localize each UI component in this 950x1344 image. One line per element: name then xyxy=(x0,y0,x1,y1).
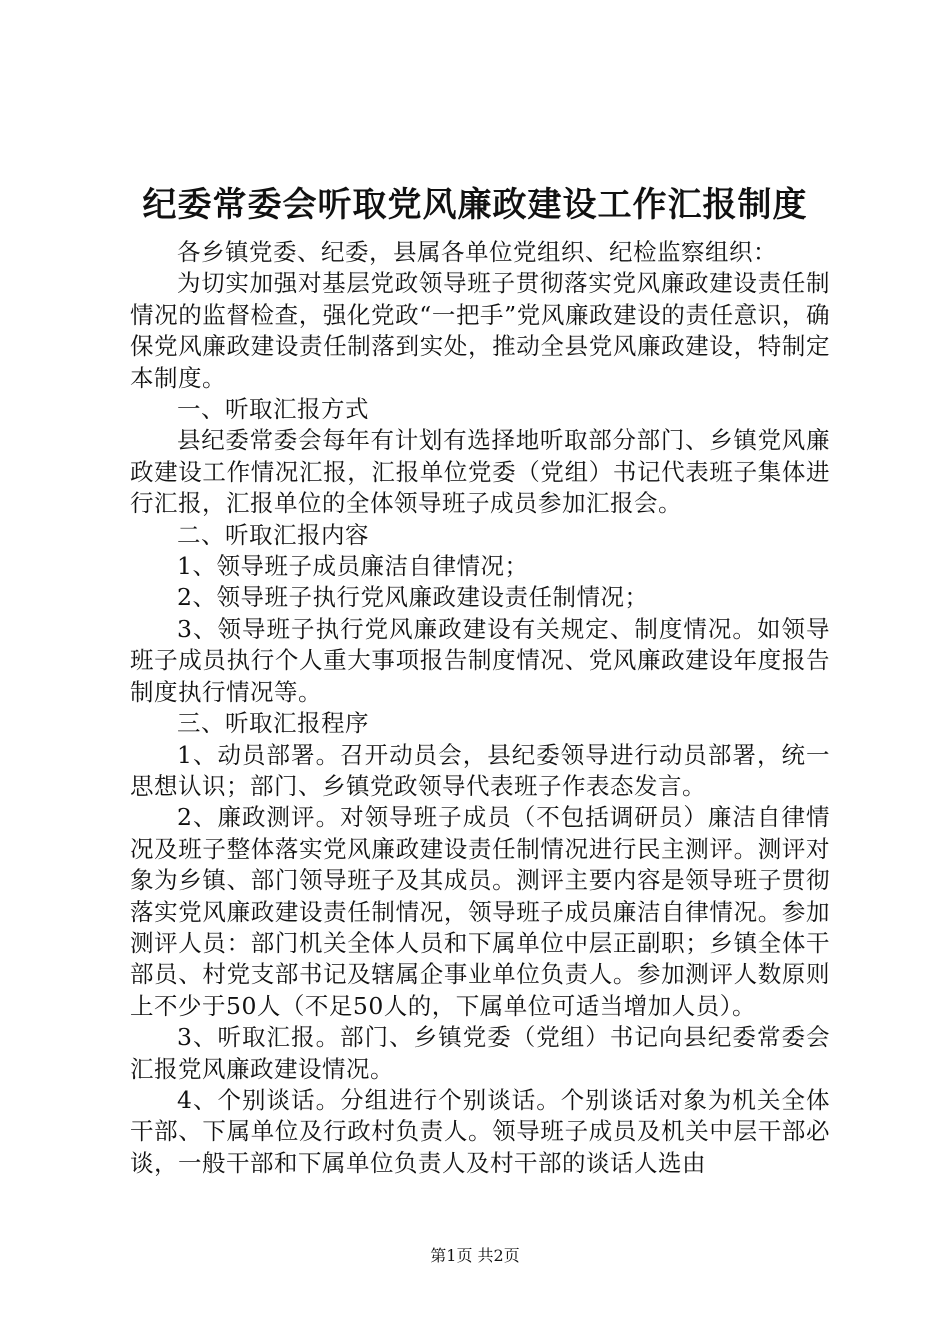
list-item: 2、廉政测评。对领导班子成员（不包括调研员）廉洁自律情况及班子整体落实党风廉政建设责任制情况进行民主测评。测评对象为乡镇、部门领导班子及其成员。测评主要内容是领导班子贯彻落实党风廉政建设责任制情况，领导班子成员廉洁自律情况。参加测评人员：部门机关全体人员和下属单位中层正副职；乡镇全体干部员、村党支部书记及辖属企事业单位负责人。参加测评人数原则上不少于50人（不足50人的，下属单位可适当增加人员）。 xyxy=(130,803,830,1020)
document-body xyxy=(130,237,830,1179)
section-heading-3: 三、听取汇报程序 xyxy=(177,709,369,738)
list-item: 3、听取汇报。部门、乡镇党委（党组）书记向县纪委常委会汇报党风廉政建设情况。 xyxy=(130,1023,830,1083)
page-number: 第1页 共2页 xyxy=(430,1246,520,1265)
section-heading-1: 一、听取汇报方式 xyxy=(177,395,369,424)
list-item: 1、动员部署。召开动员会，县纪委领导进行动员部署，统一思想认识；部门、乡镇党政领导代表班子作表态发言。 xyxy=(130,740,830,800)
list-item: 2、领导班子执行党风廉政建设责任制情况； xyxy=(177,583,649,612)
list-item: 3、领导班子执行党风廉政建设有关规定、制度情况。如领导班子成员执行个人重大事项报告制度情况、党风廉政建设年度报告制度执行情况等。 xyxy=(130,614,830,706)
paragraph-intro: 为切实加强对基层党政领导班子贯彻落实党风廉政建设责任制情况的监督检查，强化党政“一把手”党风廉政建设的责任意识，确保党风廉政建设责任制落到实处，推动全县党风廉政建设，特制定本制度。 xyxy=(130,269,830,392)
list-item: 4、个别谈话。分组进行个别谈话。个别谈话对象为机关全体干部、下属单位及行政村负责人。领导班子成员及机关中层干部必谈，一般干部和下属单位负责人及村干部的谈话人选由 xyxy=(130,1085,830,1177)
salutation: 各乡镇党委、纪委，县属各单位党组织、纪检监察组织： xyxy=(177,238,777,266)
section-heading-2: 二、听取汇报内容 xyxy=(177,520,369,549)
paragraph-method: 县纪委常委会每年有计划有选择地听取部分部门、乡镇党风廉政建设工作情况汇报，汇报单位党委（党组）书记代表班子集体进行汇报，汇报单位的全体领导班子成员参加汇报会。 xyxy=(130,426,830,518)
document-title: 纪委常委会听取党风廉政建设工作汇报制度 xyxy=(142,185,808,225)
list-item: 1、领导班子成员廉洁自律情况； xyxy=(177,552,529,581)
